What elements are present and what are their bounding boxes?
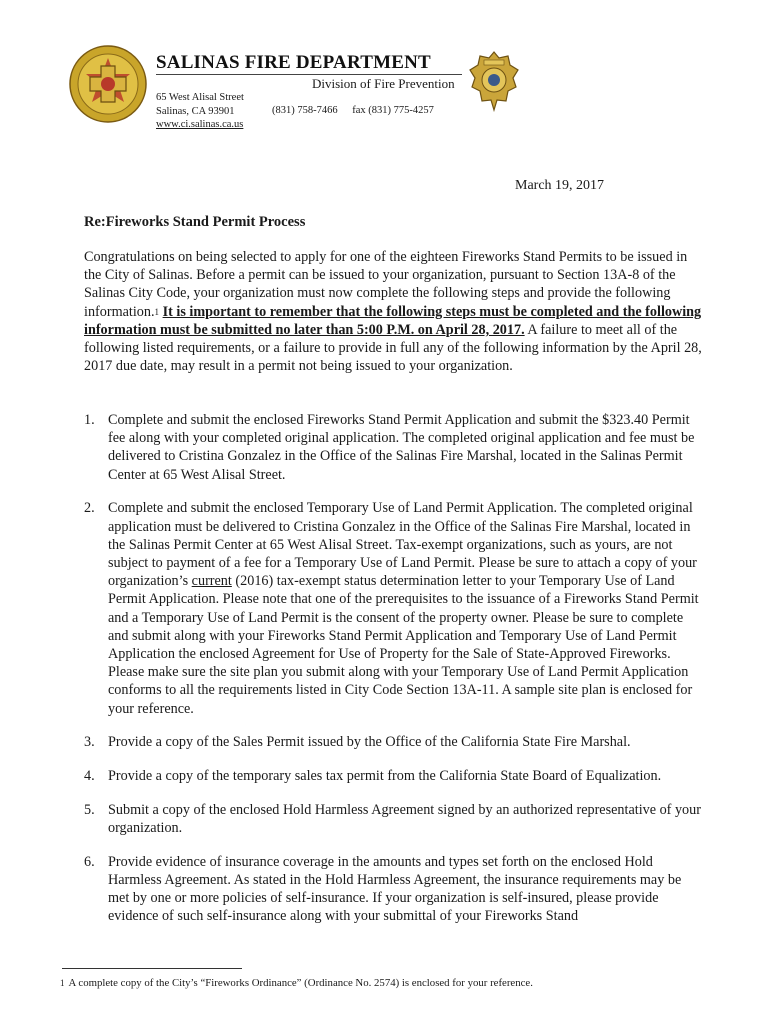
- step-text: Provide evidence of insurance coverage in the amounts and types set forth on the enclosed Hold Harmless Agreement. As stated in the Hold Harmless Agreement, the insurance requirements may be met by one or more policies of self-insurance. If your organization is self-insured, please provide evidence of such self-insurance along with your submittal of your Fireworks Stand: [108, 853, 682, 925]
- deadline-emphasis: It is important to remember that the following steps must be completed and the following information must be submitted no later than 5:00 P.M. on April 28, 2017.: [84, 303, 702, 338]
- website-link[interactable]: www.ci.salinas.ca.us: [156, 119, 244, 130]
- footnote-divider: [62, 968, 242, 969]
- subject-line: Re:Fireworks Stand Permit Process: [84, 214, 306, 230]
- step-text-part: Complete and submit the enclosed Temporary Use of Land Permit Application. The completed original application must be delivered to Cristina Gonzalez in the Office of the Salinas Fire Marshal, located in the Salinas Permit Center at 65 West Alisal Street. Tax-exempt organizations, such as yours, are not subject to payment of a fee for a Temporary Use of Land Permit. Please be sure to attach a copy of your organization’s: [108, 500, 697, 590]
- step-text: Complete and submit the enclosed Fireworks Stand Permit Application and submit the $323.40 Permit fee along with your completed original application. The completed original application and fee must be delivered to Cristina Gonzalez in the Office of the Salinas Fire Marshal, located in the Salinas Permit Center at 65 West Alisal Street.: [108, 412, 695, 483]
- address-street: 65 West Alisal Street: [156, 92, 244, 103]
- step-text: Provide a copy of the temporary sales tax permit from the California State Board of Equalization.: [108, 767, 662, 784]
- step-text: Provide a copy of the Sales Permit issued by the Office of the California State Fire Marshal.: [108, 734, 631, 751]
- letter-date: March 19, 2017: [515, 178, 605, 193]
- step-number: 5.: [84, 801, 95, 818]
- list-item: [84, 767, 702, 785]
- step-number: 1.: [84, 412, 95, 428]
- step-text-part: (2016) tax-exempt status determination letter to your Temporary Use of Land Permit Application. Please note that one of the prerequisites to the issuance of a Fireworks Stand Permit and a Temporary Use of Land Permit is the consent of the property owner. Please be sure to complete and submit along with your Fireworks Stand Permit Application and Temporary Use of Land Permit Application the enclosed Agreement for Use of Property for the Sale of State-Approved Fireworks. Please make sure the site plan you submit along with your Temporary Use of Land Permit Application conforms to all the requirements listed in City Code Section 13A-11. A sample site plan is enclosed for your reference.: [108, 573, 699, 717]
- footnote: [60, 977, 533, 989]
- step-text: Submit a copy of the enclosed Hold Harmless Agreement signed by an authorized representative of your organization.: [108, 801, 701, 836]
- steps-list: [84, 411, 702, 941]
- list-item: [84, 853, 702, 926]
- phone-number: (831) 758-7466: [272, 105, 338, 116]
- intro-paragraph: [84, 248, 702, 375]
- fire-department-logo: [68, 44, 148, 124]
- address-city: Salinas, CA 93901: [156, 105, 235, 117]
- title-divider: [156, 74, 462, 75]
- contact-numbers: [272, 105, 434, 116]
- footnote-mark: 1: [60, 978, 65, 988]
- underlined-word: current: [191, 573, 232, 590]
- division-name: Division of Fire Prevention: [312, 76, 455, 91]
- footnote-text: A complete copy of the City’s “Fireworks Ordinance” (Ordinance No. 2574) is enclosed for your reference.: [68, 977, 533, 989]
- list-item: [84, 733, 702, 751]
- step-text: [108, 499, 702, 717]
- fax-number: fax (831) 775-4257: [352, 105, 434, 116]
- intro-text: Congratulations on being selected to apply for one of the eighteen Fireworks Stand Permits to be issued in the City of Salinas. Before a permit can be issued to your organization, pursuant to Section 13A-8 of the Salinas City Code, your organization must now complete the following steps and provide the following information.: [84, 249, 688, 320]
- list-item: [84, 411, 702, 484]
- step-number: 3.: [84, 734, 95, 751]
- intro-text-continued: A failure to meet all of the following listed requirements, or a failure to provide in full any of the following information by the April 28, 2017 due date, may result in a permit not being issued to your organization.: [84, 321, 702, 375]
- department-name: SALINAS FIRE DEPARTMENT: [156, 52, 431, 73]
- step-number: 6.: [84, 853, 95, 870]
- list-item: [84, 801, 702, 837]
- list-item: [84, 499, 702, 717]
- address-block: [156, 91, 244, 132]
- step-number: 4.: [84, 767, 95, 784]
- footnote-reference[interactable]: 1: [154, 306, 160, 317]
- step-number: 2.: [84, 500, 95, 517]
- fire-marshal-badge: [468, 50, 520, 112]
